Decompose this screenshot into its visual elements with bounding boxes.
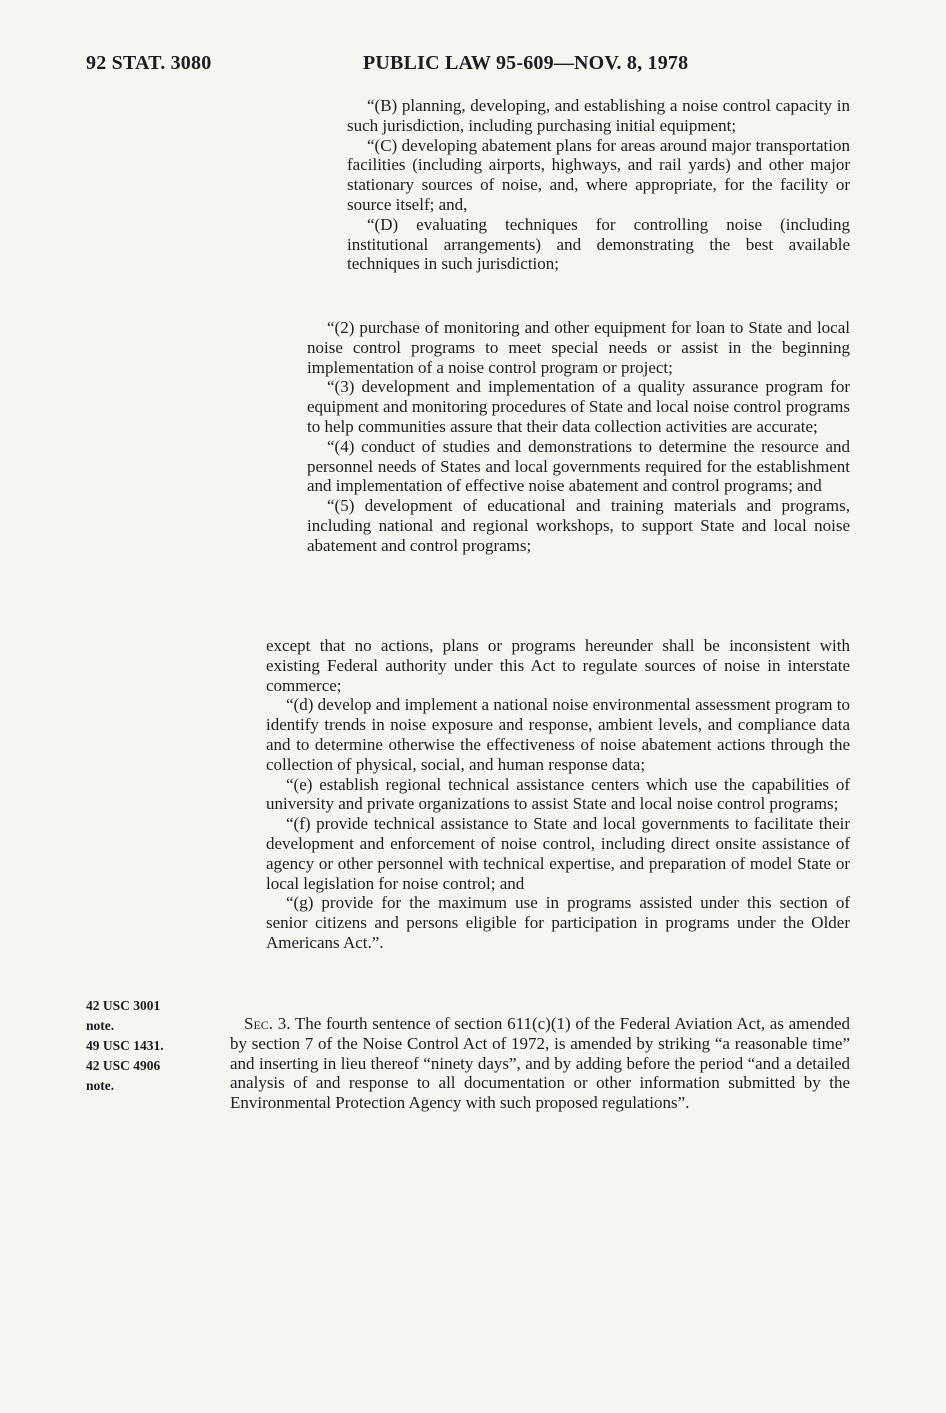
clause-d-upper: “(D) evaluating techniques for controlling noise (including institutional arrangements) and demonstrating the best available techniques in such jurisdiction; xyxy=(347,214,850,274)
clause-c: “(C) developing abatement plans for areas around major transportation facilities (including airports, highways, and rail yards) and other major stationary sources of noise, and, where appropriate, for the facility or source itself; and, xyxy=(347,135,850,214)
subsection-e: “(e) establish regional technical assistance centers which use the capabilities of university and private organizations to assist State and local noise control programs; xyxy=(266,774,850,814)
margin-notes xyxy=(86,996,216,1096)
page-title: PUBLIC LAW 95-609—NOV. 8, 1978 xyxy=(363,52,689,74)
items-2-5-block xyxy=(307,318,850,556)
item-2: “(2) purchase of monitoring and other equipment for loan to State and local noise control programs to meet special needs or assist in the beginning implementation of a noise control program or project; xyxy=(307,318,850,377)
item-4: “(4) conduct of studies and demonstrations to determine the resource and personnel needs of States and local governments required for the establishment and implementation of effective noise abatement and control programs; and xyxy=(307,436,850,496)
section-3-block xyxy=(230,1014,850,1113)
section-3-label: Sec. 3. xyxy=(244,1014,291,1033)
margin-note: 49 USC 1431. xyxy=(86,1038,164,1053)
subsections-block xyxy=(266,636,850,953)
subsection-f: “(f) provide technical assistance to State and local governments to facilitate their development and enforcement of noise control, including direct onsite assistance of agency or other personnel with technical expertise, and preparation of model State or local legislation for noise control; and xyxy=(266,814,850,893)
page-stat-number: 92 STAT. 3080 xyxy=(86,52,212,74)
item-3: “(3) development and implementation of a quality assurance program for equipment and monitoring procedures of State and local noise control programs to help communities assure that their data collection activities are accurate; xyxy=(307,377,850,436)
margin-note: 42 USC 3001 xyxy=(86,998,161,1013)
clause-b: “(B) planning, developing, and establishing a noise control capacity in such jurisdiction, including purchasing initial equipment; xyxy=(347,96,850,135)
section-3 xyxy=(230,1014,850,1113)
subsection-d: “(d) develop and implement a national noise environmental assessment program to identify trends in noise exposure and response, ambient levels, and compliance data and to determine otherwise the effectiveness of noise abatement actions through the collection of physical, social, and human response data; xyxy=(266,695,850,774)
section-3-text: The fourth sentence of section 611(c)(1) of the Federal Aviation Act, as amended by section 7 of the Noise Control Act of 1972, is amended by striking “a reasonable time” and inserting in lieu thereof “ninety days”, and by adding before the period “and a detailed analysis of and response to all documentation or other information submitted by the Environmental Protection Agency with such proposed regulations”. xyxy=(230,1014,850,1113)
margin-note: note. xyxy=(86,1018,115,1033)
item-5: “(5) development of educational and training materials and programs, including national and regional workshops, to support State and local noise abatement and control programs; xyxy=(307,496,850,555)
margin-note: 42 USC 4906 xyxy=(86,1058,161,1073)
subsection-g: “(g) provide for the maximum use in programs assisted under this section of senior citizens and persons eligible for participation in programs under the Older Americans Act.”. xyxy=(266,893,850,952)
margin-note: note. xyxy=(86,1078,115,1093)
clause-b-block xyxy=(347,96,850,274)
except-clause: except that no actions, plans or programs hereunder shall be inconsistent with existing Federal authority under this Act to regulate sources of noise in interstate commerce; xyxy=(266,636,850,695)
